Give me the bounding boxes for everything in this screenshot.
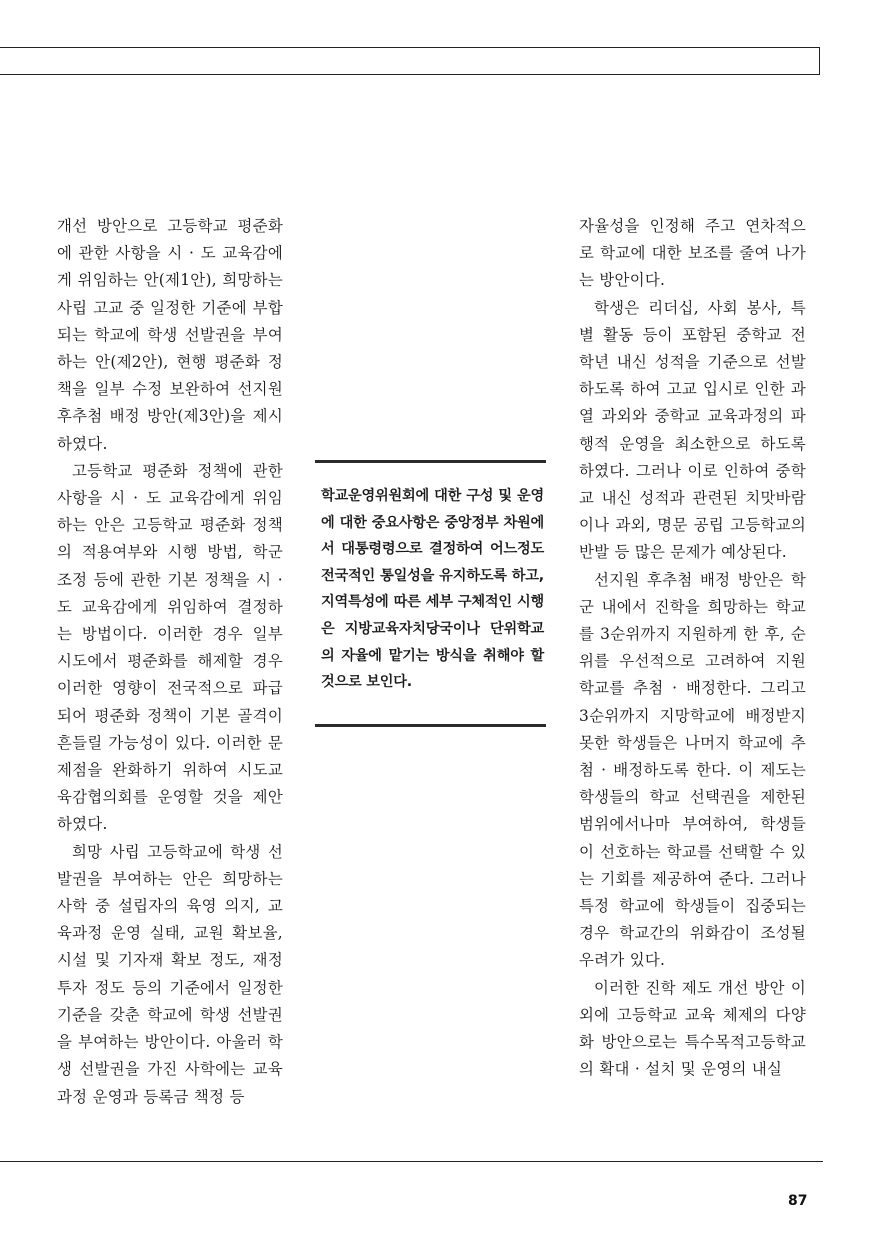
left-text-column: [57, 213, 283, 1111]
pull-quote: [315, 456, 546, 728]
footer-rule: [0, 1161, 823, 1162]
right-paragraph-4: 이러한 진학 제도 개선 방안 이외에 고등학교 교육 체제의 다양화 방안으로는 특수목적고등학교의 확대 · 설치 및 운영의 내실: [579, 978, 806, 1079]
right-paragraph-1: 자율성을 인정해 주고 연차적으로 학교에 대한 보조를 줄여 나가는 방안이다.: [579, 217, 806, 290]
right-paragraph-2: 학생은 리더십, 사회 봉사, 특별 활동 등이 포함된 중학교 전 학년 내신 성적을 기준으로 선발하도록 하여 고교 입시로 인한 과열 과외와 중학교 교육과정의 파행적 운영을 최소한으로 하도록 하였다. 그러나 이로 인하여 중학교 내신 성적과 관련된 치맛바람이나 과외, 명문 공립 고등학교의 반발 등 많은 문제가 예상된다.: [579, 298, 806, 562]
right-paragraph-3: 선지원 후추첨 배정 방안은 학군 내에서 진학을 희망하는 학교를 3순위까지 지원하게 한 후, 순위를 우선적으로 고려하여 지원학교를 추첨 · 배정한다. 그리고 3순위까지 지망학교에 배정받지 못한 학생들은 나머지 학교에 추첨 · 배정하도록 한다. 이 제도는 학생들의 학교 선택권을 제한된 범위에서나마 부여하여, 학생들이 선호하는 학교를 선택할 수 있는 기회를 제공하여 준다. 그러나 특정 학교에 학생들이 집중되는 경우 학교간의 위화감이 조성될 우려가 있다.: [579, 570, 806, 970]
left-paragraph-3: 희망 사립 고등학교에 학생 선발권을 부여하는 안은 희망하는 사학 중 설립자의 육영 의지, 교육과정 운영 실태, 교원 확보율, 시설 및 기자재 확보 정도, 재정 투자 정도 등의 기준에서 일정한 기준을 갖춘 학교에 학생 선발권을 부여하는 방안이다. 아울러 학생 선발권을 가진 사학에는 교육과정 운영과 등록금 책정 등: [57, 842, 283, 1106]
pull-quote-top-rule: [315, 460, 546, 463]
pull-quote-text: 학교운영위원회에 대한 구성 및 운영에 대한 중요사항은 중앙정부 차원에서 대통령령으로 결정하여 어느정도 전국적인 통일성을 유지하도록 하고, 지역특성에 따른 세부 구체적인 시행은 지방교육자치당국이나 단위학교의 자율에 맡기는 방식을 취해야 할 것으로 보인다.: [321, 488, 544, 691]
right-text-column: [579, 213, 806, 1084]
page-number: 87: [788, 1193, 808, 1209]
left-paragraph-2: 고등학교 평준화 정책에 관한 사항을 시 · 도 교육감에게 위임하는 안은 고등학교 평준화 정책의 적용여부와 시행 방법, 학군 조정 등에 관한 기본 정책을 시 · 도 교육감에게 위임하여 결정하는 방법이다. 이러한 경우 일부 시도에서 평준화를 해제할 경우 이러한 영향이 전국적으로 파급되어 평준화 정책이 기본 골격이 흔들릴 가능성이 있다. 이러한 문제점을 완화하기 위하여 시도교육감협의회를 운영할 것을 제안하였다.: [57, 461, 283, 834]
header-rule: [0, 47, 820, 75]
left-paragraph-1: 개선 방안으로 고등학교 평준화에 관한 사항을 시 · 도 교육감에게 위임하는 안(제1안), 희망하는 사립 고교 중 일정한 기준에 부합되는 학교에 학생 선발권을 부여하는 안(제2안), 현행 평준화 정책을 일부 수정 보완하여 선지원 후추첨 배정 방안(제3안)을 제시하였다.: [57, 217, 283, 453]
pull-quote-bottom-rule: [315, 724, 546, 727]
